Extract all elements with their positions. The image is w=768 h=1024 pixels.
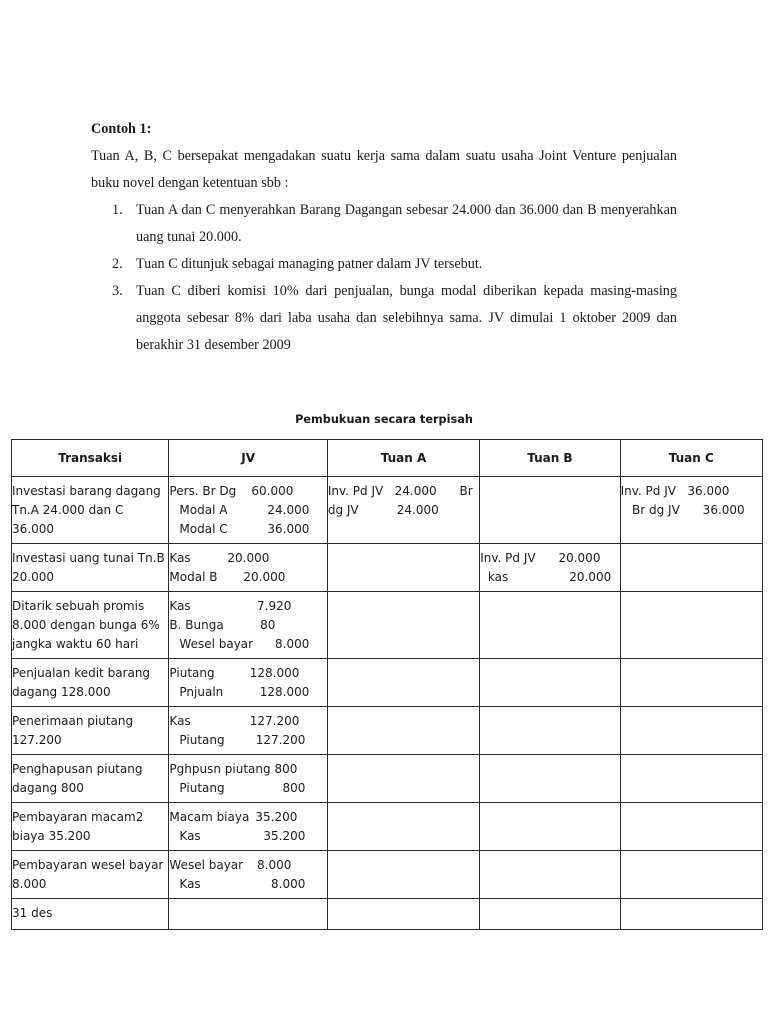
tuan-b-cell — [480, 803, 620, 851]
table-row — [12, 544, 763, 592]
journal-line — [169, 664, 299, 683]
amount: 20.000 — [227, 551, 270, 565]
table-caption: Pembukuan secara terpisah — [295, 413, 473, 426]
amount: 8.000 — [257, 858, 292, 872]
amount: 800 — [274, 762, 298, 776]
jv-cell — [169, 899, 327, 930]
journal-line — [169, 520, 309, 539]
account-label: Wesel bayar — [169, 858, 244, 872]
tuan-a-cell — [327, 707, 479, 755]
term-number: 3. — [112, 283, 123, 299]
amount: 127.200 — [255, 733, 306, 747]
amount: 60.000 — [251, 484, 294, 498]
tuan-a-cell — [327, 851, 479, 899]
journal-line — [169, 683, 309, 702]
transaksi-cell: Pembayaran wesel bayar 8.000 — [12, 851, 169, 899]
transaksi-cell: Penghapusan piutang dagang 800 — [12, 755, 169, 803]
table-row — [12, 477, 763, 544]
account-label: Modal B — [169, 570, 218, 584]
account-label: Kas — [169, 551, 191, 565]
amount: 35.200 — [263, 829, 306, 843]
journal-line — [169, 568, 285, 587]
table-row — [12, 592, 763, 659]
term-item — [91, 251, 677, 278]
jv-cell — [169, 477, 327, 544]
account-label: Modal C — [179, 522, 228, 536]
journal-line — [169, 501, 309, 520]
journal-line — [169, 779, 305, 798]
account-label: Kas — [169, 599, 191, 613]
amount: 35.200 — [255, 810, 298, 824]
journal-line — [169, 482, 309, 501]
jv-cell — [169, 707, 327, 755]
tuan-b-cell — [480, 659, 620, 707]
account-label: Pghpusn piutang — [169, 762, 271, 776]
tuan-c-cell — [620, 707, 762, 755]
term-item — [91, 197, 677, 251]
tuan-b-cell — [480, 851, 620, 899]
amount: 24.000 — [267, 503, 310, 517]
tuan-a-cell: Inv. Pd JV 24.000 Br dg JV 24.000 — [327, 477, 479, 544]
jv-cell — [169, 803, 327, 851]
term-item — [91, 278, 677, 359]
tuan-c-cell — [620, 544, 762, 592]
transaksi-cell: Investasi uang tunai Tn.B 20.000 — [12, 544, 169, 592]
transaksi-cell: Penerimaan piutang 127.200 — [12, 707, 169, 755]
term-text: Tuan C ditunjuk sebagai managing patner dalam JV tersebut. — [136, 256, 483, 272]
account-label: Wesel bayar — [179, 637, 254, 651]
journal-line — [169, 827, 305, 846]
jv-cell — [169, 544, 327, 592]
tuan-a-cell — [327, 899, 479, 930]
table-row — [12, 803, 763, 851]
journal-line — [169, 856, 291, 875]
tuan-b-cell — [480, 899, 620, 930]
table-row — [12, 851, 763, 899]
journal-line — [169, 549, 269, 568]
jv-cell — [169, 592, 327, 659]
term-text: Tuan A dan C menyerahkan Barang Dagangan sebesar 24.000 dan 36.000 dan B menyerahkan uang tunai 20.000. — [136, 202, 677, 245]
journal-line — [169, 875, 305, 894]
terms-list — [91, 197, 677, 359]
transaksi-cell: Pembayaran macam2 biaya 35.200 — [12, 803, 169, 851]
tuan-b-cell — [480, 755, 620, 803]
jv-cell — [169, 755, 327, 803]
transaksi-cell: Penjualan kedit barang dagang 128.000 — [12, 659, 169, 707]
header-transaksi: Transaksi — [12, 440, 169, 477]
tuan-a-cell — [327, 544, 479, 592]
journal-line — [169, 731, 305, 750]
table-row — [12, 755, 763, 803]
account-label: Piutang — [169, 666, 215, 680]
journal-line — [169, 808, 297, 827]
intro-paragraph: Tuan A, B, C bersepakat mengadakan suatu kerja sama dalam suatu usaha Joint Venture penjualan buku novel dengan ketentuan sbb : — [91, 148, 677, 191]
term-number: 2. — [112, 256, 123, 272]
tuan-c-cell — [620, 659, 762, 707]
table-row — [12, 659, 763, 707]
journal-table — [11, 439, 763, 930]
amount: 7.920 — [257, 599, 292, 613]
transaksi-cell: Ditarik sebuah promis 8.000 dengan bunga 6% jangka waktu 60 hari — [12, 592, 169, 659]
account-label: Kas — [179, 829, 201, 843]
journal-line — [169, 712, 299, 731]
tuan-c-cell — [620, 851, 762, 899]
amount: 80 — [260, 618, 276, 632]
header-tuan-b: Tuan B — [480, 440, 620, 477]
tuan-c-cell — [620, 803, 762, 851]
amount: 128.000 — [259, 685, 310, 699]
amount: 128.000 — [249, 666, 300, 680]
table-row — [12, 707, 763, 755]
term-text: Tuan C diberi komisi 10% dari penjualan, bunga modal diberikan kepada masing-masing anggota sebesar 8% dari laba usaha dan selebihnya sama. JV dimulai 1 oktober 2009 dan berakhir 31 desember 2009 — [136, 283, 677, 353]
jv-cell — [169, 851, 327, 899]
table-row — [12, 899, 763, 930]
amount: 800 — [282, 781, 306, 795]
tuan-c-cell — [620, 755, 762, 803]
tuan-b-cell — [480, 592, 620, 659]
account-label: Macam biaya — [169, 810, 250, 824]
tuan-a-cell — [327, 803, 479, 851]
account-label: Pers. Br Dg — [169, 484, 237, 498]
header-tuan-a: Tuan A — [327, 440, 479, 477]
account-label: Piutang — [179, 781, 225, 795]
journal-line — [169, 597, 291, 616]
account-label: Kas — [169, 714, 191, 728]
intro-section — [91, 116, 677, 359]
header-jv: JV — [169, 440, 327, 477]
journal-line — [169, 760, 297, 779]
tuan-b-cell: Inv. Pd JV 20.000 kas 20.000 — [480, 544, 620, 592]
journal-line — [169, 635, 309, 654]
amount: 20.000 — [243, 570, 286, 584]
amount: 8.000 — [271, 877, 306, 891]
account-label: Kas — [179, 877, 201, 891]
tuan-b-cell — [480, 477, 620, 544]
account-label: Modal A — [179, 503, 228, 517]
header-tuan-c: Tuan C — [620, 440, 762, 477]
amount: 127.200 — [249, 714, 300, 728]
tuan-a-cell — [327, 592, 479, 659]
account-label: B. Bunga — [169, 618, 224, 632]
amount: 36.000 — [267, 522, 310, 536]
tuan-a-cell — [327, 755, 479, 803]
tuan-c-cell — [620, 899, 762, 930]
tuan-b-cell — [480, 707, 620, 755]
tuan-c-cell — [620, 592, 762, 659]
transaksi-cell: 31 des — [12, 899, 169, 930]
journal-line — [169, 616, 275, 635]
example-heading: Contoh 1: — [91, 121, 152, 137]
tuan-c-cell: Inv. Pd JV 36.000 Br dg JV 36.000 — [620, 477, 762, 544]
tuan-a-cell — [327, 659, 479, 707]
account-label: Pnjualn — [179, 685, 224, 699]
transaksi-cell: Investasi barang dagang Tn.A 24.000 dan C 36.000 — [12, 477, 169, 544]
jv-cell — [169, 659, 327, 707]
term-number: 1. — [112, 202, 123, 218]
table-header-row — [12, 440, 763, 477]
amount: 8.000 — [275, 637, 310, 651]
account-label: Piutang — [179, 733, 225, 747]
